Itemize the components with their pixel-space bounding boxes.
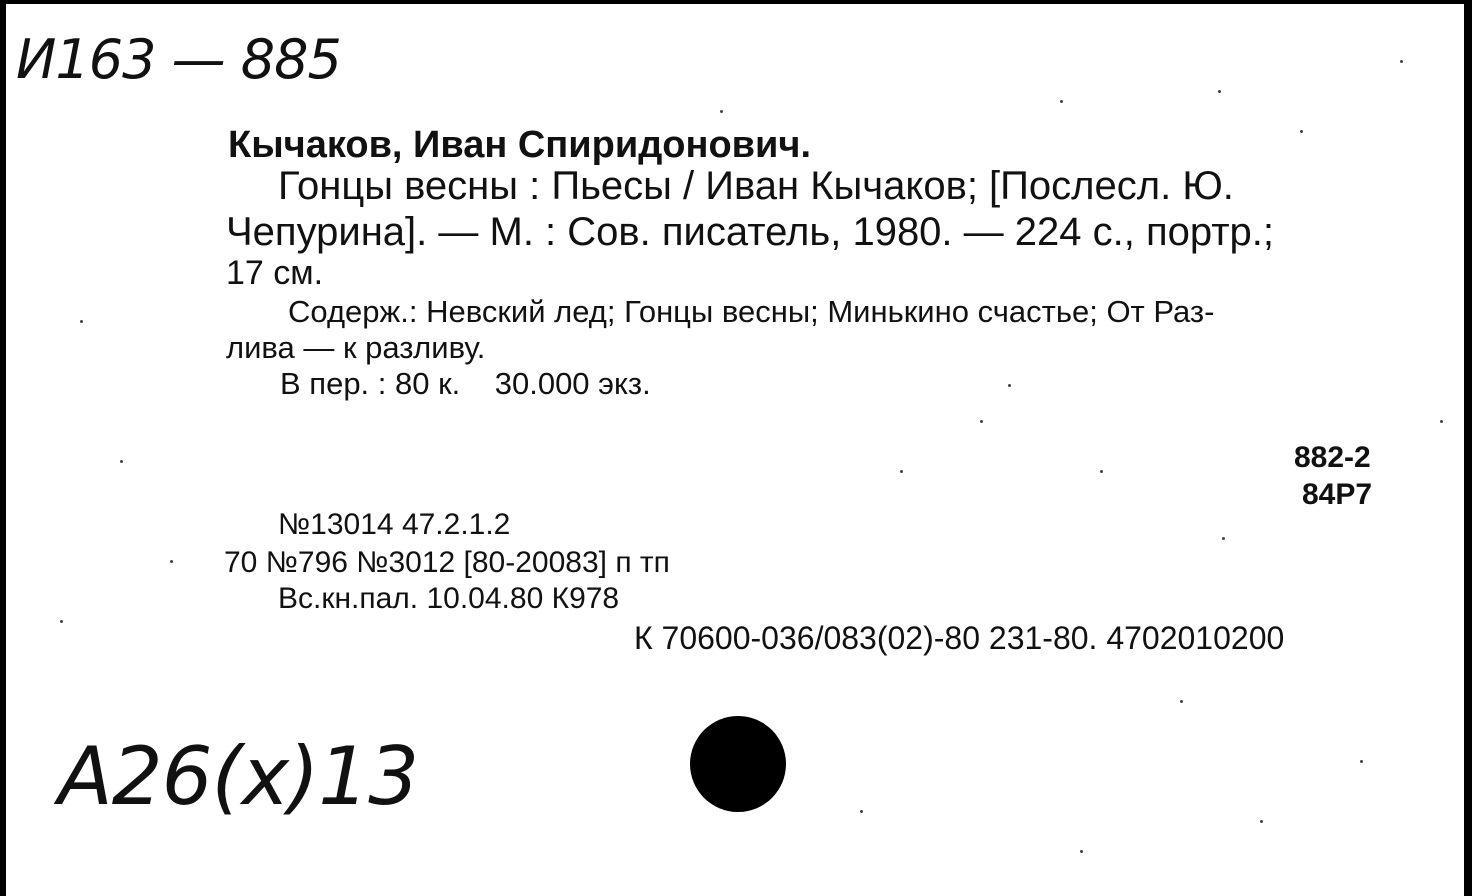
isbn-line: К 70600-036/083(02)-80 231-80. 4702010200 xyxy=(634,620,1285,656)
speck xyxy=(1180,700,1183,703)
speck xyxy=(1300,130,1303,133)
speck xyxy=(60,620,63,623)
title-line-2: Чепурина]. — М. : Сов. писатель, 1980. — 224 с., портр.; xyxy=(226,210,1275,254)
class-code-2: 84Р7 xyxy=(1302,478,1373,511)
contents-line-1: Содерж.: Невский лед; Гонцы весны; Минькино счастье; От Раз- xyxy=(288,294,1215,329)
speck xyxy=(860,810,863,813)
contents-line-2: лива — к разливу. xyxy=(226,330,486,365)
speck xyxy=(1222,537,1225,540)
card-punch-hole xyxy=(690,716,786,812)
speck xyxy=(900,470,903,473)
price-line: В пер. : 80 к. 30.000 экз. xyxy=(280,366,651,401)
speck xyxy=(170,560,173,563)
card-right-edge xyxy=(1464,0,1472,896)
speck xyxy=(1060,100,1063,103)
speck xyxy=(1100,470,1103,473)
card-top-edge xyxy=(0,0,1472,4)
card-left-edge xyxy=(0,0,6,896)
record-line-2: 70 №796 №3012 [80-20083] п тп xyxy=(224,546,670,579)
speck xyxy=(120,460,123,463)
title-line-1: Гонцы весны : Пьесы / Иван Кычаков; [Послесл. Ю. xyxy=(278,164,1234,208)
speck xyxy=(1360,760,1363,763)
speck xyxy=(80,320,83,323)
speck xyxy=(1218,90,1221,93)
title-line-3: 17 см. xyxy=(226,254,324,292)
record-line-3: Вс.кн.пал. 10.04.80 К978 xyxy=(278,582,620,615)
speck xyxy=(1400,60,1403,63)
speck xyxy=(1008,384,1011,387)
speck xyxy=(720,110,723,113)
handwritten-shelfmark-bottom: А26(х)13 xyxy=(58,730,419,823)
speck xyxy=(1440,420,1443,423)
speck xyxy=(980,420,983,423)
author-heading: Кычаков, Иван Спиридонович. xyxy=(228,124,812,166)
speck xyxy=(1080,850,1083,853)
record-line-1: №13014 47.2.1.2 xyxy=(278,508,511,541)
class-code-1: 882-2 xyxy=(1294,441,1371,474)
speck xyxy=(1260,820,1263,823)
handwritten-shelfmark-top: И163 — 885 xyxy=(16,28,341,91)
